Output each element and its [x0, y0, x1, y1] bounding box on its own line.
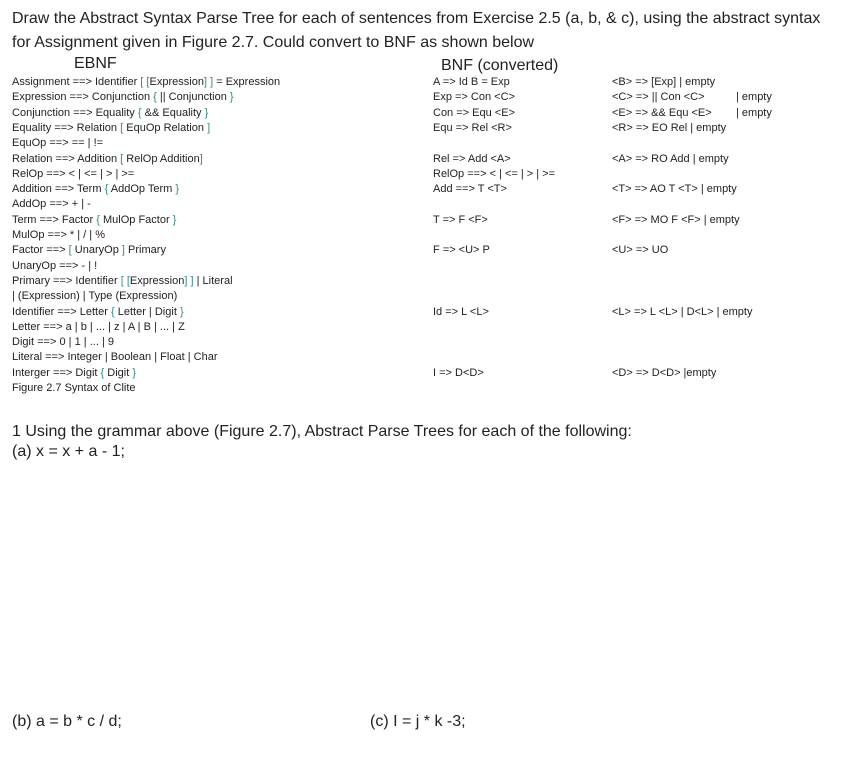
- bnf-right-rule: <A> => RO Add | empty: [612, 152, 729, 165]
- ebnf-rule: Digit ==> 0 | 1 | ... | 9: [12, 336, 114, 349]
- ebnf-rule: Term ==> Factor { MulOp Factor }: [12, 213, 177, 226]
- ebnf-rule: UnaryOp ==> - | !: [12, 259, 98, 272]
- heading-line-1: Draw the Abstract Syntax Parse Tree for each of sentences from Exercise 2.5 (a, b, & c), using the abstract syntax: [12, 10, 821, 27]
- ebnf-rule: Literal ==> Integer | Boolean | Float | Char: [12, 351, 218, 364]
- bnf-right-rule: <B> => [Exp] | empty: [612, 76, 716, 88]
- bnf-left-rule: Add ==> T <T>: [433, 183, 507, 196]
- ebnf-rule: Primary ==> Identifier [ [Expression] ] | Literal: [12, 274, 233, 287]
- bnf-right-rule: <E> => && Equ <E>: [612, 106, 712, 119]
- ebnf-rule: MulOp ==> * | / | %: [12, 229, 105, 241]
- ebnf-column-header: EBNF: [74, 55, 117, 72]
- question-c: (c) I = j * k -3;: [370, 713, 466, 730]
- bnf-right-rule: <C> => || Con <C>: [612, 91, 705, 104]
- figure-caption: Figure 2.7 Syntax of Clite: [12, 382, 136, 394]
- ebnf-rule: | (Expression) | Type (Expression): [12, 290, 178, 303]
- ebnf-rule: AddOp ==> + | -: [12, 198, 91, 211]
- question-b: (b) a = b * c / d;: [12, 713, 122, 730]
- bnf-empty-alternative: | empty: [736, 106, 772, 119]
- heading-line-2: for Assignment given in Figure 2.7. Could convert to BNF as shown below: [12, 34, 535, 51]
- bnf-right-rule: <U> => UO: [612, 244, 669, 257]
- ebnf-rule: Expression ==> Conjunction { || Conjunction }: [12, 91, 234, 104]
- ebnf-rule: Addition ==> Term { AddOp Term }: [12, 183, 180, 196]
- bnf-left-rule: Rel => Add <A>: [433, 152, 511, 165]
- bnf-left-rule: Con => Equ <E>: [433, 106, 515, 119]
- ebnf-rule: EquOp ==> == | !=: [12, 137, 104, 150]
- bnf-left-rule: A => Id B = Exp: [433, 76, 510, 88]
- bnf-left-rule: Equ => Rel <R>: [433, 121, 512, 134]
- question-a: (a) x = x + a - 1;: [12, 443, 125, 460]
- ebnf-rule: Identifier ==> Letter { Letter | Digit }: [12, 305, 184, 318]
- bnf-right-rule: <D> => D<D> |empty: [612, 366, 717, 379]
- bnf-column-header: BNF (converted): [441, 57, 559, 74]
- ebnf-rule: Letter ==> a | b | ... | z | A | B | ... | Z: [12, 320, 185, 333]
- bnf-left-rule: I => D<D>: [433, 366, 484, 379]
- ebnf-rule: Factor ==> [ UnaryOp ] Primary: [12, 244, 166, 257]
- ebnf-rule: Interger ==> Digit { Digit }: [12, 366, 137, 379]
- ebnf-rule: RelOp ==> < | <= | > | >=: [12, 167, 135, 180]
- ebnf-rule: Relation ==> Addition [ RelOp Addition]: [12, 152, 203, 165]
- bnf-empty-alternative: | empty: [736, 91, 772, 104]
- ebnf-rule: Assignment ==> Identifier [ [Expression] ] = Expression: [12, 76, 281, 88]
- bnf-right-rule: <T> => AO T <T> | empty: [612, 183, 737, 196]
- bnf-left-rule: Id => L <L>: [433, 305, 489, 318]
- ebnf-rule: Conjunction ==> Equality { && Equality }: [12, 106, 209, 119]
- bnf-left-rule: T => F <F>: [433, 213, 488, 226]
- bnf-left-rule: F => <U> P: [433, 244, 490, 257]
- bnf-left-rule: RelOp ==> < | <= | > | >=: [433, 167, 556, 180]
- ebnf-rule: Equality ==> Relation [ EquOp Relation ]: [12, 121, 211, 134]
- bnf-left-rule: Exp => Con <C>: [433, 91, 515, 104]
- bnf-right-rule: <L> => L <L> | D<L> | empty: [612, 305, 753, 318]
- question-intro: 1 Using the grammar above (Figure 2.7), Abstract Parse Trees for each of the following:: [12, 423, 632, 440]
- bnf-right-rule: <F> => MO F <F> | empty: [612, 213, 740, 226]
- bnf-right-rule: <R> => EO Rel | empty: [612, 121, 727, 134]
